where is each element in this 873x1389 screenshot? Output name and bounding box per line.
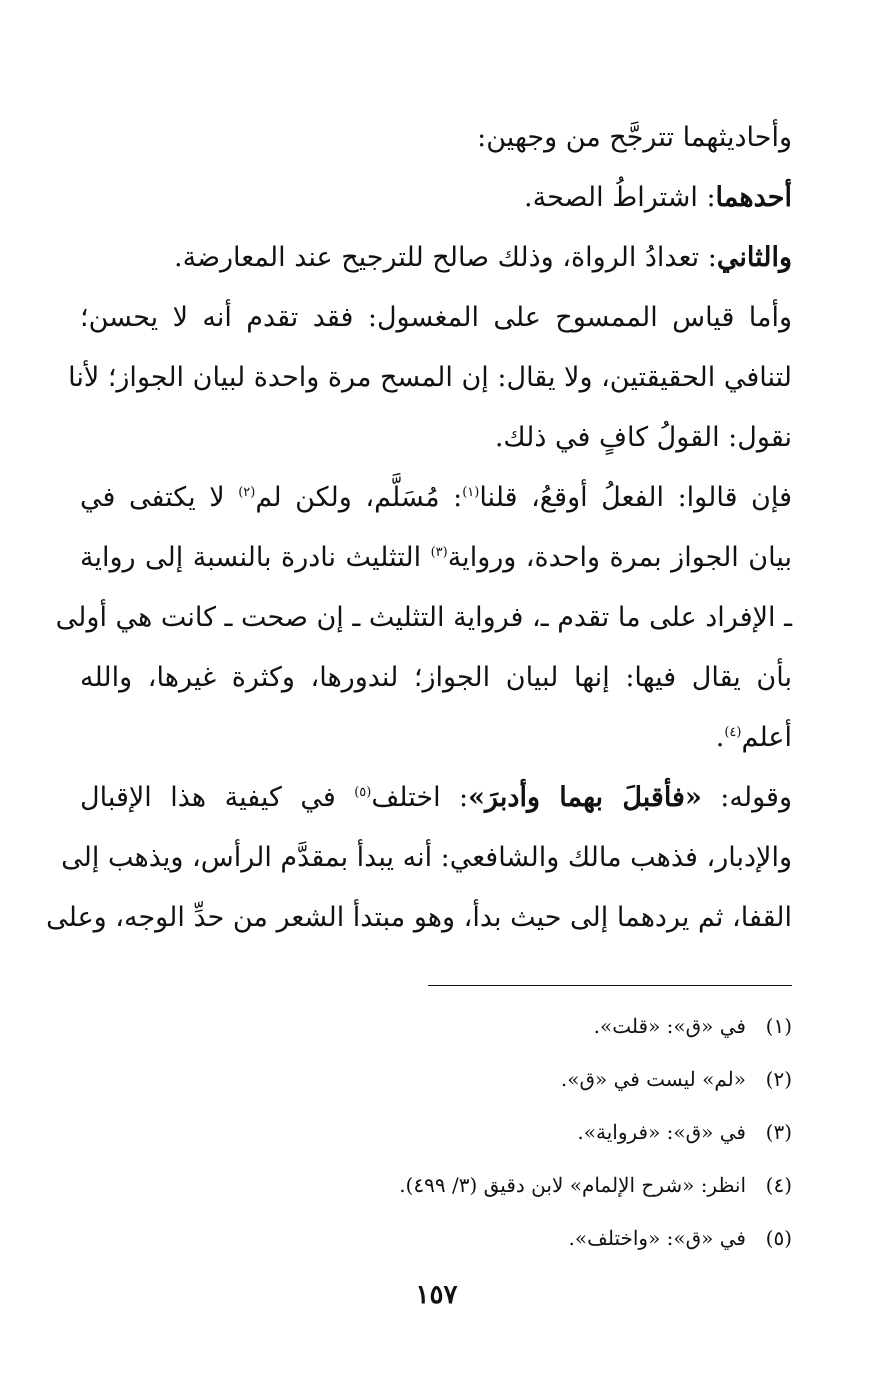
text-line-12-b: : اختلف xyxy=(371,782,469,813)
text-line-3 xyxy=(80,228,792,288)
text-line-7-a: فإن قالوا: الفعلُ أوقعُ، قلنا xyxy=(479,482,792,513)
footnote-text: في «ق»: «قلت». xyxy=(593,1014,746,1038)
bold-term-second: والثاني xyxy=(716,242,792,273)
footnote-ref-2[interactable]: (٢) xyxy=(238,485,256,500)
text-line-10: بأن يقال فيها: إنها لبيان الجواز؛ لندورها، وكثرة غيرها، والله xyxy=(80,662,792,693)
text-line-2-rest: : اشتراطُ الصحة. xyxy=(524,182,716,213)
footnote-3 xyxy=(80,1106,792,1159)
footnote-text: في «ق»: «فرواية». xyxy=(577,1120,746,1144)
footnote-ref-4[interactable]: (٤) xyxy=(724,725,742,740)
footnote-number: (٢) xyxy=(765,1067,792,1091)
footnote-divider xyxy=(428,985,792,986)
footnote-4 xyxy=(80,1159,792,1212)
text-line-7-c: لا يكتفى في xyxy=(80,482,239,513)
footnotes xyxy=(80,1000,792,1265)
footnote-2 xyxy=(80,1053,792,1106)
text-line-7 xyxy=(80,468,792,528)
text-line-11-b: . xyxy=(715,722,725,753)
text-line-6: نقول: القولُ كافٍ في ذلك. xyxy=(494,422,792,453)
footnote-ref-1[interactable]: (١) xyxy=(462,485,480,500)
footnote-ref-3[interactable]: (٣) xyxy=(430,545,448,560)
text-line-8-b: التثليث نادرة بالنسبة إلى رواية xyxy=(80,542,431,573)
text-line-3-rest: : تعدادُ الرواة، وذلك صالح للترجيح عند المعارضة. xyxy=(174,242,717,273)
footnote-text: «لم» ليست في «ق». xyxy=(560,1067,746,1091)
footnote-text: في «ق»: «واختلف». xyxy=(568,1226,746,1250)
main-text xyxy=(46,108,792,948)
text-line-11 xyxy=(80,708,792,768)
text-line-4: وأما قياس الممسوح على المغسول: فقد تقدم أنه لا يحسن؛ xyxy=(80,302,792,333)
text-line-8-a: بيان الجواز بمرة واحدة، ورواية xyxy=(447,542,792,573)
footnote-text: انظر: «شرح الإلمام» لابن دقيق (٣/ ٤٩٩). xyxy=(399,1173,746,1197)
text-line-12-a: وقوله: xyxy=(701,782,792,813)
footnote-number: (٣) xyxy=(765,1120,792,1144)
footnote-number: (٥) xyxy=(765,1226,792,1250)
text-line-11-a: أعلم xyxy=(741,722,792,753)
text-line-14: القفا، ثم يردهما إلى حيث بدأ، وهو مبتدأ الشعر من حدِّ الوجه، وعلى xyxy=(46,902,792,933)
text-line-13: والإدبار، فذهب مالك والشافعي: أنه يبدأ بمقدَّم الرأس، ويذهب إلى xyxy=(61,842,792,873)
bold-term-first: أحدهما xyxy=(715,182,792,213)
text-line-12-c: في كيفية هذا الإقبال xyxy=(80,782,355,813)
text-line-9: ـ الإفراد على ما تقدم ـ، فرواية التثليث ـ إن صحت ـ كانت هي أولى xyxy=(55,602,792,633)
text-line-2 xyxy=(80,168,792,228)
footnote-1 xyxy=(80,1000,792,1053)
footnote-5 xyxy=(80,1212,792,1265)
footnote-number: (١) xyxy=(765,1014,792,1038)
text-line-5: لتنافي الحقيقتين، ولا يقال: إن المسح مرة واحدة لبيان الجواز؛ لأنا xyxy=(68,362,792,393)
text-line-8 xyxy=(80,528,792,588)
page-number: ١٥٧ xyxy=(415,1280,458,1310)
text-line-12 xyxy=(80,768,792,828)
text-line-1: وأحاديثهما تترجَّح من وجهين: xyxy=(477,122,792,153)
footnote-ref-5[interactable]: (٥) xyxy=(354,785,372,800)
text-line-7-b: : مُسَلَّم، ولكن لم xyxy=(255,482,463,513)
hadith-quote: «فأقبلَ بهما وأدبرَ» xyxy=(468,782,702,813)
footnote-number: (٤) xyxy=(765,1173,792,1197)
